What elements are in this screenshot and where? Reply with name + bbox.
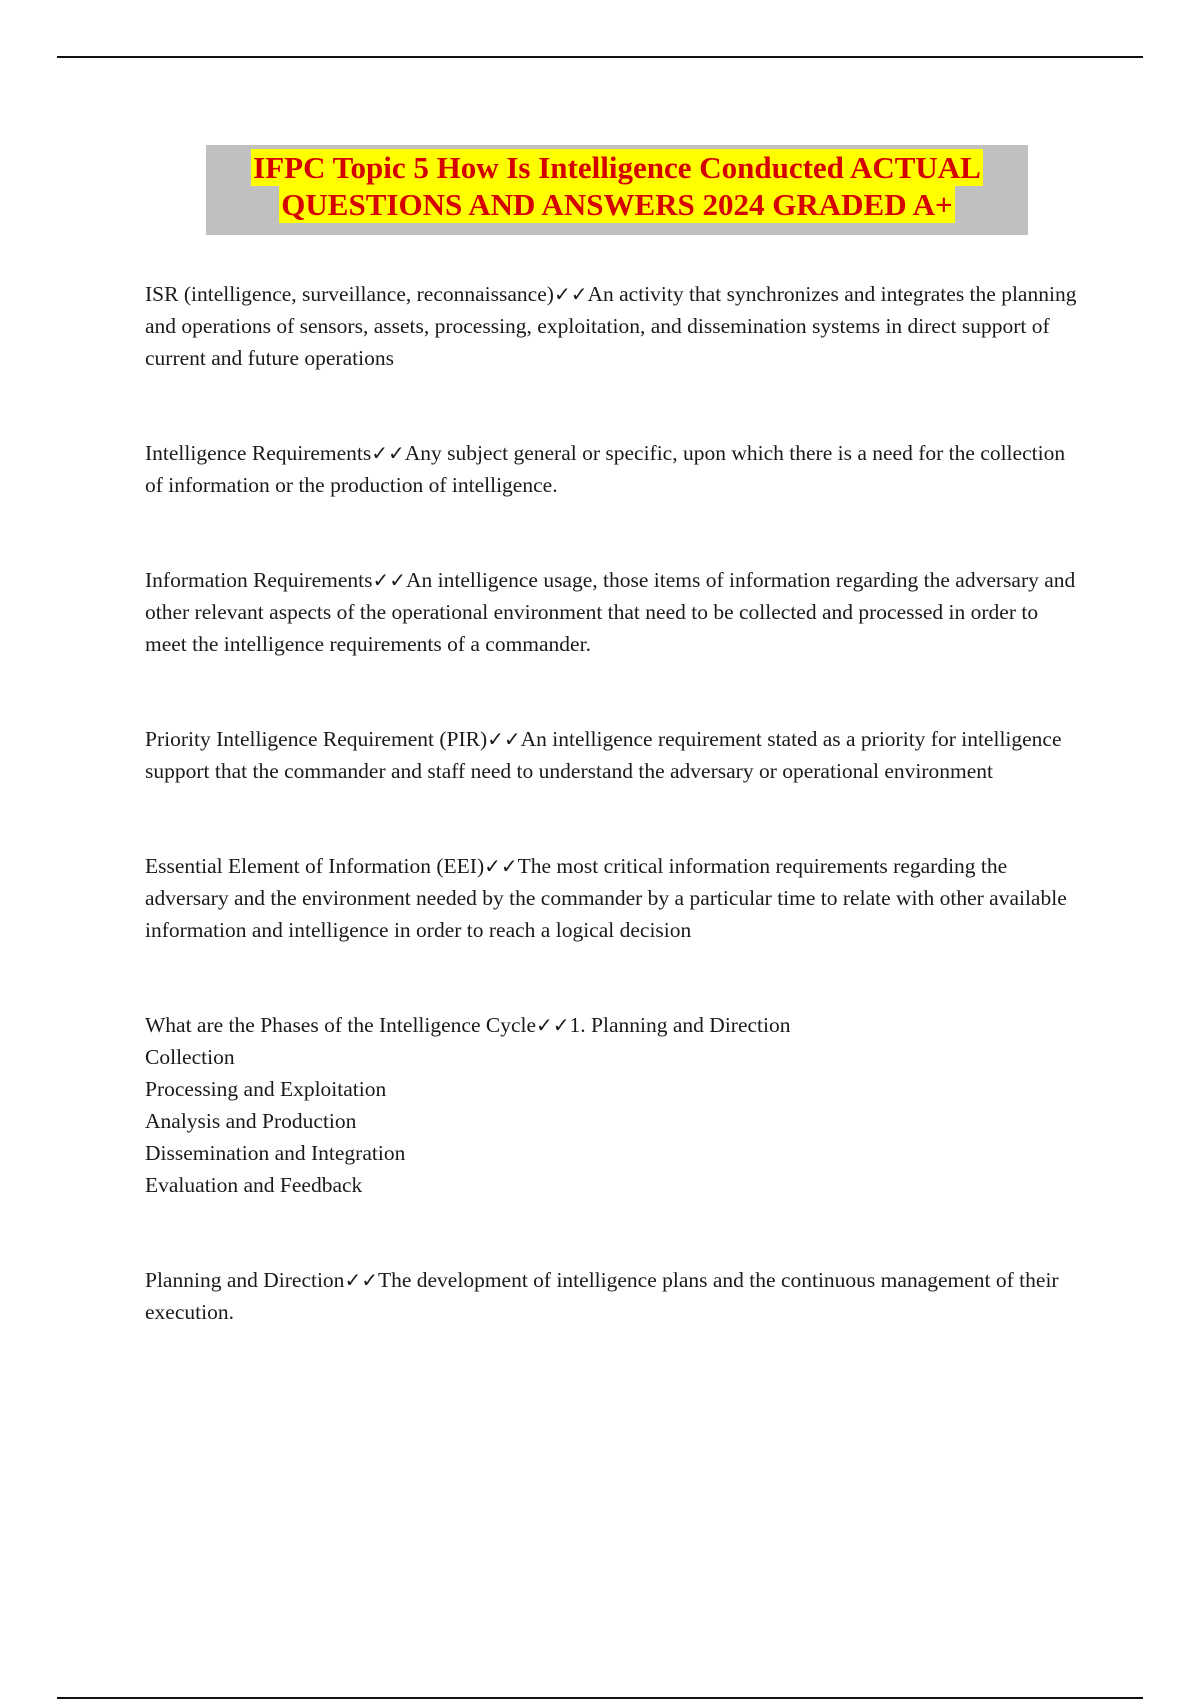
entry-answer: The development of intelligence plans and the continuous management of their execution.: [145, 1268, 1059, 1324]
qa-entry-planning-direction: [145, 1264, 1085, 1328]
qa-entry-eei: [145, 850, 1085, 946]
qa-entry-intelligence-requirements: [145, 437, 1085, 501]
entry-term: ISR (intelligence, surveillance, reconnaissance): [145, 282, 554, 306]
qa-entry-information-requirements: [145, 564, 1085, 660]
phase-list-item: Processing and Exploitation: [145, 1077, 387, 1101]
entry-answer: 1. Planning and Direction: [569, 1013, 791, 1037]
entry-term: Priority Intelligence Requirement (PIR): [145, 727, 488, 751]
check-icon: ✓✓: [536, 1013, 570, 1037]
qa-entry-pir: [145, 723, 1085, 787]
entry-answer: The most critical information requirements regarding the adversary and the environment needed by the commander by a particular time to relate with other available information and intelligence in order to reach a logical decision: [145, 854, 1067, 942]
bottom-rule: [57, 1697, 1143, 1699]
phase-list-item: Dissemination and Integration: [145, 1141, 406, 1165]
check-icon: ✓✓: [553, 282, 588, 306]
check-icon: ✓✓: [372, 568, 406, 592]
check-icon: ✓✓: [484, 854, 518, 878]
check-icon: ✓✓: [487, 727, 521, 751]
phase-list-item: Collection: [145, 1045, 235, 1069]
entry-term: Intelligence Requirements: [145, 441, 372, 465]
entry-answer: An activity that synchronizes and integrates the planning and operations of sensors, assets, processing, exploitation, and dissemination systems in direct support of current and future operations: [145, 282, 1077, 370]
title-line-2: QUESTIONS AND ANSWERS 2024 GRADED A+: [281, 187, 953, 222]
entry-term: What are the Phases of the Intelligence Cycle: [145, 1013, 537, 1037]
top-rule: [57, 56, 1143, 58]
check-icon: ✓✓: [371, 441, 405, 465]
entry-term: Information Requirements: [145, 568, 373, 592]
title-banner: [206, 145, 1028, 235]
qa-entry-isr: [145, 278, 1085, 374]
entry-term: Planning and Direction: [145, 1268, 345, 1292]
phase-list-item: Evaluation and Feedback: [145, 1173, 363, 1197]
entry-answer: An intelligence requirement stated as a priority for intelligence support that the commander and staff need to understand the adversary or operational environment: [145, 727, 1062, 783]
qa-entry-intelligence-cycle: [145, 1009, 1085, 1041]
entry-answer: Any subject general or specific, upon which there is a need for the collection of information or the production of intelligence.: [145, 441, 1066, 497]
check-icon: ✓✓: [344, 1268, 378, 1292]
entry-answer: An intelligence usage, those items of information regarding the adversary and other relevant aspects of the operational environment that need to be collected and processed in order to meet the intelligence requirements of a commander.: [145, 568, 1076, 656]
phase-list-item: Analysis and Production: [145, 1109, 357, 1133]
qa-content: [145, 278, 1085, 1328]
entry-term: Essential Element of Information (EEI): [145, 854, 485, 878]
title-line-1: IFPC Topic 5 How Is Intelligence Conducted ACTUAL: [253, 150, 981, 185]
